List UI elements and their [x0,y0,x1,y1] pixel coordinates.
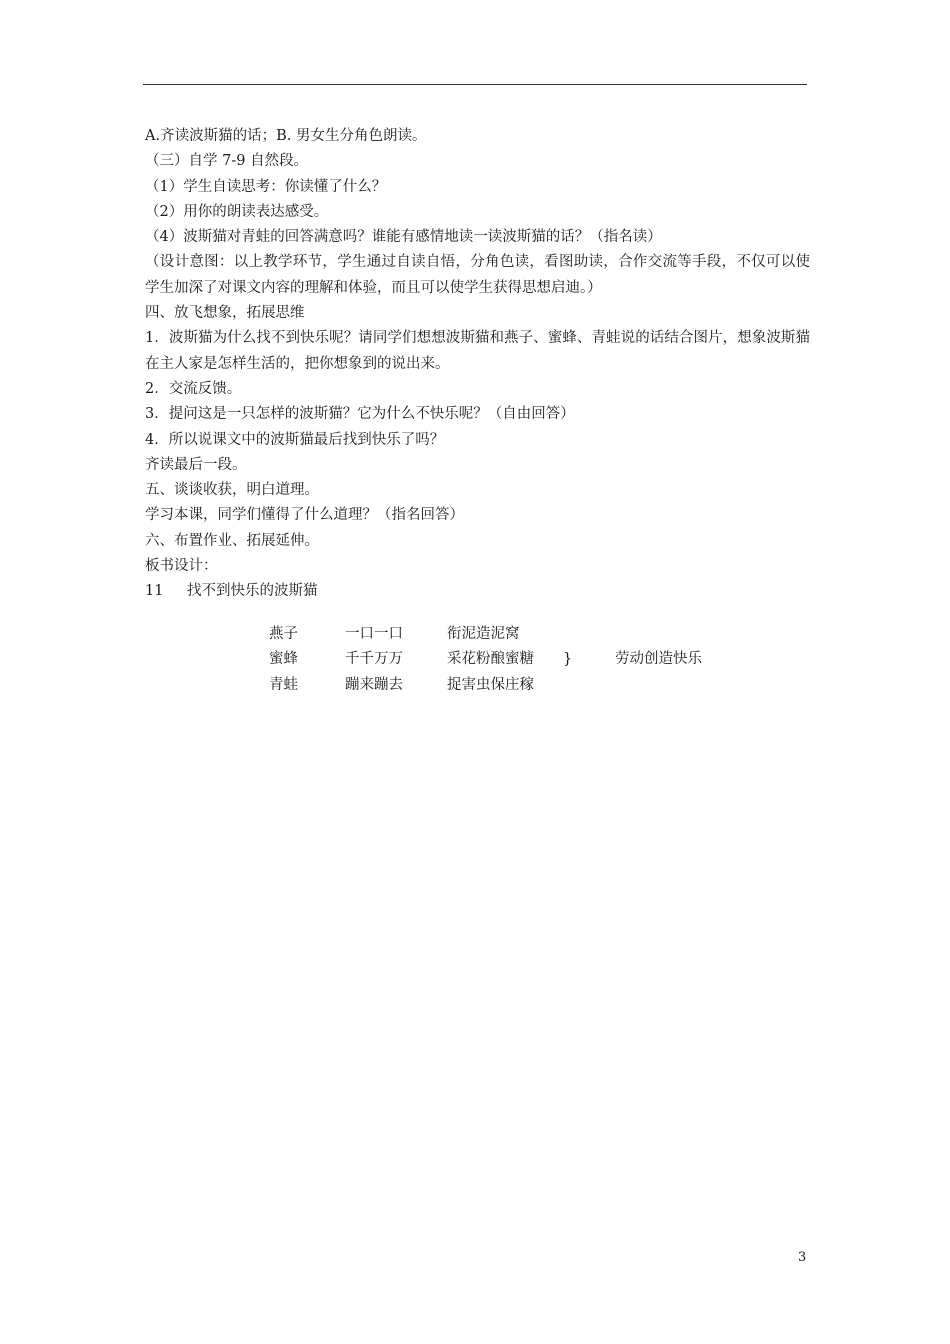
design-note-paragraph: （设计意图：以上教学环节，学生通过自读自悟，分角色读，看图助读，合作交流等手段，不仅可以使学生加深了对课文内容的理解和体验，而且可以使学生获得思想启迪。） [145,254,810,296]
board-action: 捉害虫保庄稼 [447,676,534,693]
board-brace: } [563,651,573,668]
board-action: 衔泥造泥窝 [447,626,520,642]
text-line: 4．所以说课文中的波斯猫最后找到快乐了吗？ [145,431,445,448]
board-animal: 青蛙 [269,676,298,693]
board-brace [563,622,615,647]
lesson-number: 11 [145,583,164,600]
lesson-title [145,579,810,604]
page-number: 3 [798,1250,807,1265]
section-heading: 四、放飞想象，拓展思维 [145,305,305,322]
blackboard-design [269,622,702,698]
document-body [145,124,810,605]
text-line: （1）学生自读思考：你读懂了什么？ [145,178,387,195]
section-heading: 五、谈谈收获，明白道理。 [145,482,319,499]
text-line: （2）用你的朗读表达感受。 [145,203,329,220]
text-line: A.齐读波斯猫的话；B. 男女生分角色朗读。 [145,128,427,144]
board-design-heading: 板书设计： [145,558,218,575]
text-line: 学习本课，同学们懂得了什么道理？（指名回答） [145,507,464,524]
board-row [269,647,702,672]
text-line: 3．提问这是一只怎样的波斯猫？它为什么不快乐呢？（自由回答） [145,406,575,423]
board-manner: 蹦来蹦去 [345,676,403,693]
board-action: 采花粉酿蜜糖 [447,651,534,668]
section-heading: 六、布置作业、拓展延伸。 [145,532,319,549]
board-brace [563,673,615,698]
board-manner: 千千万万 [345,651,403,668]
header-rule [143,84,807,85]
lesson-title-text: 找不到快乐的波斯猫 [187,583,318,600]
section-heading: （三）自学 7-9 自然段。 [145,153,309,170]
board-row [269,673,702,698]
board-manner: 一口一口 [345,626,403,642]
board-animal: 蜜蜂 [269,651,298,668]
board-row [269,622,702,647]
text-line: 齐读最后一段。 [145,456,247,473]
text-line: 2．交流反馈。 [145,380,242,397]
text-paragraph: 1．波斯猫为什么找不到快乐呢？请同学们想想波斯猫和燕子、蜜蜂、青蛙说的话结合图片，想象波斯猫在主人家是怎样生活的，把你想象到的说出来。 [145,330,810,372]
board-animal: 燕子 [269,626,298,642]
board-conclusion: 劳动创造快乐 [615,651,702,668]
text-line: （4）波斯猫对青蛙的回答满意吗？谁能有感情地读一读波斯猫的话？（指名读） [145,229,662,246]
